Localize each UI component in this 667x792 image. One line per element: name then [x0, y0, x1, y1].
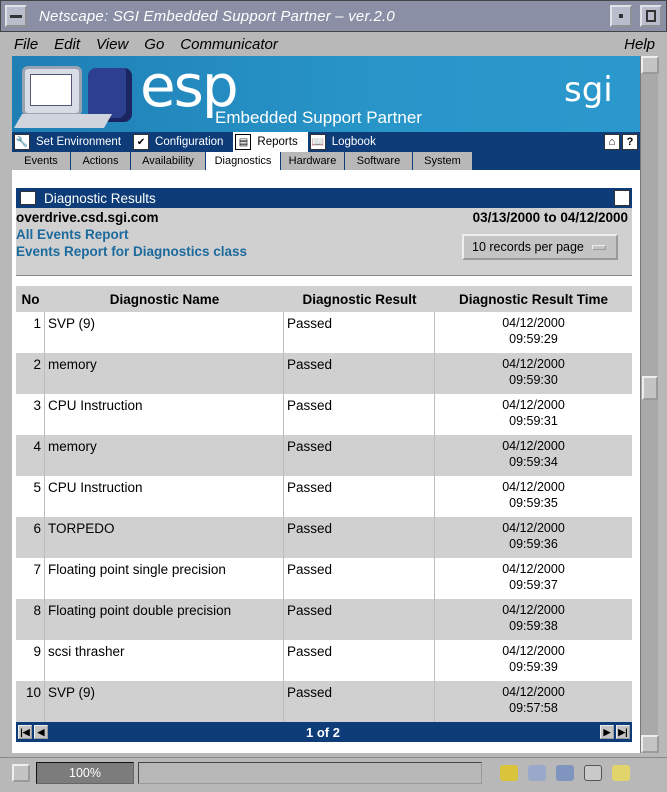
- diagnostic-result-time: [435, 517, 632, 558]
- row-number: 5: [16, 476, 45, 517]
- diagnostic-name: scsi thrasher: [45, 640, 284, 681]
- computer-monitor-icon: [22, 66, 82, 116]
- window-titlebar: [0, 0, 667, 32]
- newsgroups-icon[interactable]: [556, 765, 574, 781]
- navigator-icon[interactable]: [500, 765, 518, 781]
- pager: [16, 722, 632, 742]
- result-date: 04/12/2000: [502, 357, 565, 371]
- subtab-system[interactable]: System: [413, 152, 473, 170]
- scroll-down-icon[interactable]: [641, 735, 659, 753]
- check-icon: ✔: [133, 134, 149, 150]
- panel-header: [16, 188, 632, 208]
- menu-file[interactable]: File: [14, 35, 39, 53]
- diagnostic-name: CPU Instruction: [45, 476, 284, 517]
- result-clock-time: 09:59:31: [509, 414, 558, 428]
- diagnostic-name: CPU Instruction: [45, 394, 284, 435]
- menu-view[interactable]: View: [96, 35, 129, 53]
- report-icon: ▤: [235, 134, 251, 150]
- maximize-icon: [646, 10, 656, 22]
- print-icon[interactable]: [614, 190, 630, 206]
- diagnostic-result: Passed: [284, 353, 435, 394]
- col-time: Diagnostic Result Time: [458, 291, 609, 307]
- table-row: [16, 353, 632, 394]
- table-row: [16, 599, 632, 640]
- tab-label: Configuration: [155, 136, 224, 148]
- result-date: 04/12/2000: [502, 685, 565, 699]
- esp-logo: esp: [140, 56, 237, 120]
- menu-help[interactable]: Help: [624, 35, 655, 53]
- result-clock-time: 09:59:36: [509, 537, 558, 551]
- menu-communicator[interactable]: Communicator: [180, 35, 278, 53]
- maximize-button[interactable]: [640, 5, 662, 27]
- table-body: [16, 312, 632, 722]
- result-date: 04/12/2000: [502, 644, 565, 658]
- diagnostic-result: Passed: [284, 640, 435, 681]
- esp-subtitle: Embedded Support Partner: [215, 108, 422, 127]
- option-menu-icon: [592, 245, 606, 250]
- diagnostic-result-time: [435, 476, 632, 517]
- subtab-diagnostics[interactable]: Diagnostics: [206, 152, 281, 170]
- diagnostic-result-time: [435, 640, 632, 681]
- diagnostic-name: SVP (9): [45, 681, 284, 722]
- diagnostics-class-link[interactable]: Events Report for Diagnostics class: [16, 244, 248, 259]
- subtab-actions[interactable]: Actions: [71, 152, 131, 170]
- panel-info: [16, 208, 632, 276]
- result-date: 04/12/2000: [502, 316, 565, 330]
- tab-label: Reports: [257, 136, 298, 148]
- window-menu-button[interactable]: [5, 5, 27, 27]
- address-book-icon[interactable]: [584, 765, 602, 781]
- first-page-icon[interactable]: |◀: [18, 725, 32, 739]
- row-number: 9: [16, 640, 45, 681]
- result-date: 04/12/2000: [502, 480, 565, 494]
- result-clock-time: 09:59:35: [509, 496, 558, 510]
- result-clock-time: 09:59:38: [509, 619, 558, 633]
- tab-logbook[interactable]: [308, 132, 386, 152]
- subtab-hardware[interactable]: Hardware: [281, 152, 345, 170]
- table-row: [16, 640, 632, 681]
- diagnostic-result: Passed: [284, 394, 435, 435]
- book-icon: 📖: [310, 134, 326, 150]
- result-clock-time: 09:59:39: [509, 660, 558, 674]
- result-clock-time: 09:59:30: [509, 373, 558, 387]
- minimize-button[interactable]: [610, 5, 632, 27]
- diagnostic-result: Passed: [284, 517, 435, 558]
- diagnostic-result-time: [435, 312, 632, 353]
- sub-tabs: [12, 152, 640, 170]
- window-menu-icon: [10, 15, 22, 18]
- table-row: [16, 476, 632, 517]
- diagnostic-result-time: [435, 599, 632, 640]
- keyboard-icon: [14, 114, 112, 128]
- subtab-events[interactable]: Events: [12, 152, 71, 170]
- date-range: 03/13/2000 to 04/12/2000: [472, 210, 628, 225]
- table-row: [16, 394, 632, 435]
- prev-page-icon[interactable]: ◀: [34, 725, 48, 739]
- table-header: [16, 286, 632, 312]
- esp-banner: [12, 56, 640, 132]
- help-icon[interactable]: ?: [622, 134, 638, 150]
- all-events-link[interactable]: All Events Report: [16, 227, 129, 242]
- result-clock-time: 09:59:34: [509, 455, 558, 469]
- table-icon: [20, 191, 36, 205]
- diagnostic-result: Passed: [284, 435, 435, 476]
- status-bar: [0, 757, 667, 792]
- subtab-software[interactable]: Software: [345, 152, 413, 170]
- page-viewport: [12, 56, 640, 753]
- diagnostic-result-time: [435, 435, 632, 476]
- diagnostic-result: Passed: [284, 681, 435, 722]
- diagnostic-name: SVP (9): [45, 312, 284, 353]
- result-date: 04/12/2000: [502, 521, 565, 535]
- tab-set-environment[interactable]: [12, 132, 131, 152]
- col-name: Diagnostic Name: [109, 291, 220, 307]
- result-clock-time: 09:57:58: [509, 701, 558, 715]
- menu-edit[interactable]: Edit: [54, 35, 81, 53]
- tab-label: Logbook: [331, 136, 376, 148]
- vertical-scrollbar[interactable]: [640, 56, 658, 753]
- panel-title: Diagnostic Results: [44, 190, 156, 206]
- records-per-page-value: 10 records per page: [472, 240, 584, 254]
- diagnostic-result: Passed: [284, 599, 435, 640]
- diagnostic-result: Passed: [284, 476, 435, 517]
- last-page-icon[interactable]: ▶|: [616, 725, 630, 739]
- col-result: Diagnostic Result: [302, 291, 417, 307]
- mail-icon[interactable]: [528, 765, 546, 781]
- menu-bar: [0, 32, 667, 56]
- col-no: No: [21, 291, 40, 307]
- row-number: 8: [16, 599, 45, 640]
- window-title: Netscape: SGI Embedded Support Partner – ver.2.0: [39, 7, 395, 25]
- row-number: 6: [16, 517, 45, 558]
- status-message: [138, 762, 482, 784]
- security-lock-icon[interactable]: [12, 764, 30, 782]
- home-icon[interactable]: ⌂: [604, 134, 620, 150]
- result-date: 04/12/2000: [502, 562, 565, 576]
- tab-reports[interactable]: [233, 132, 307, 152]
- row-number: 3: [16, 394, 45, 435]
- menu-go[interactable]: Go: [144, 35, 165, 53]
- minimize-icon: [619, 14, 623, 18]
- table-row: [16, 681, 632, 722]
- diagnostic-name: memory: [45, 435, 284, 476]
- table-row: [16, 435, 632, 476]
- tab-label: Set Environment: [36, 136, 122, 148]
- result-clock-time: 09:59:29: [509, 332, 558, 346]
- diagnostic-result: Passed: [284, 312, 435, 353]
- sgi-logo: sgi: [564, 70, 613, 110]
- main-tabs: [12, 132, 640, 152]
- row-number: 2: [16, 353, 45, 394]
- wrench-icon: 🔧: [14, 134, 30, 150]
- subtab-availability[interactable]: Availability: [131, 152, 206, 170]
- table-row: [16, 312, 632, 353]
- diagnostic-name: TORPEDO: [45, 517, 284, 558]
- result-date: 04/12/2000: [502, 439, 565, 453]
- composer-icon[interactable]: [612, 765, 630, 781]
- result-date: 04/12/2000: [502, 603, 565, 617]
- diagnostic-result-time: [435, 394, 632, 435]
- diagnostic-result: Passed: [284, 558, 435, 599]
- diagnostic-name: Floating point single precision: [45, 558, 284, 599]
- row-number: 10: [16, 681, 45, 722]
- result-clock-time: 09:59:37: [509, 578, 558, 592]
- result-date: 04/12/2000: [502, 398, 565, 412]
- host-name: overdrive.csd.sgi.com: [16, 210, 159, 225]
- records-per-page-select[interactable]: [462, 234, 618, 260]
- row-number: 4: [16, 435, 45, 476]
- table-row: [16, 517, 632, 558]
- progress-zoom: 100%: [36, 762, 134, 784]
- diagnostic-name: memory: [45, 353, 284, 394]
- scroll-thumb[interactable]: [642, 376, 658, 400]
- tab-configuration[interactable]: [131, 132, 233, 152]
- row-number: 7: [16, 558, 45, 599]
- row-number: 1: [16, 312, 45, 353]
- table-row: [16, 558, 632, 599]
- scroll-up-icon[interactable]: [641, 56, 659, 74]
- component-bar: [490, 762, 660, 784]
- next-page-icon[interactable]: ▶: [600, 725, 614, 739]
- page-indicator: 1 of 2: [306, 724, 340, 740]
- diagnostic-name: Floating point double precision: [45, 599, 284, 640]
- diagnostic-result-time: [435, 558, 632, 599]
- diagnostic-result-time: [435, 353, 632, 394]
- diagnostic-result-time: [435, 681, 632, 722]
